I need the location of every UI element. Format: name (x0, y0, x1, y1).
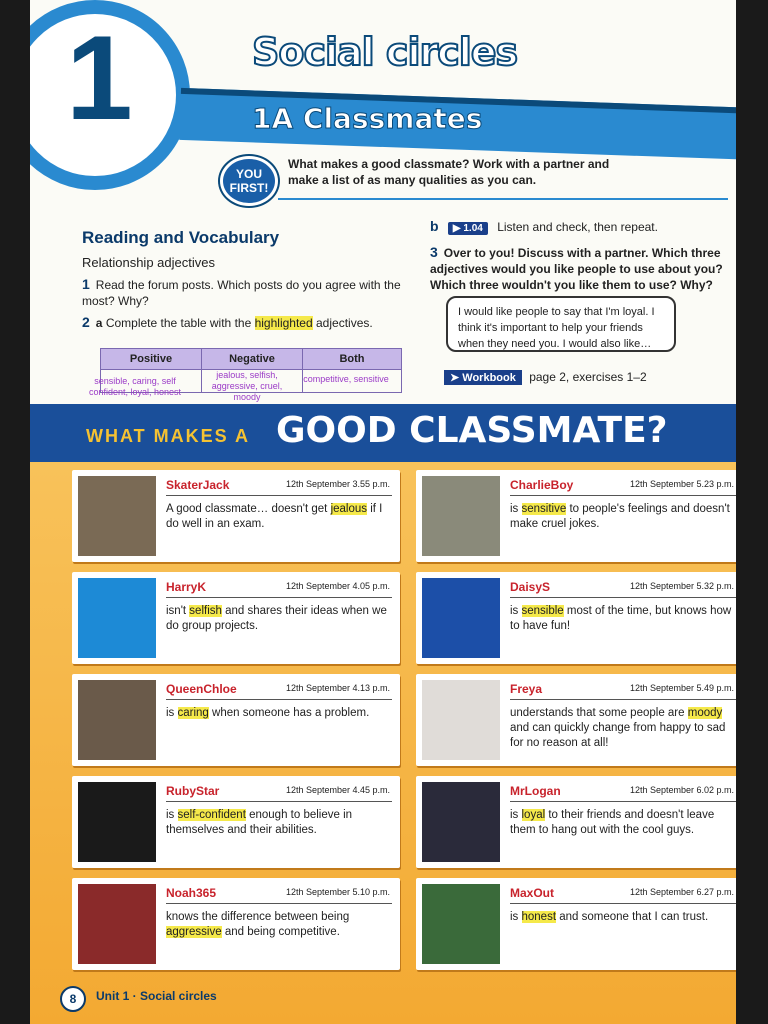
post-text: and shares their ideas when we do group projects. (166, 605, 387, 632)
dancer-photo (422, 680, 500, 760)
question-letter: b (430, 218, 439, 234)
post-divider (510, 903, 736, 904)
post-divider (510, 597, 736, 598)
post-divider (166, 597, 392, 598)
page-number: 8 (60, 986, 86, 1012)
post-username: QueenChloe (166, 682, 237, 696)
handwritten-both: competitive, sensitive (303, 374, 389, 384)
highlighted-adjective: caring (177, 707, 209, 719)
forum-post (72, 572, 400, 664)
col-negative: Negative (202, 349, 303, 370)
question-number: 1 (82, 276, 90, 292)
post-timestamp: 12th September 5.32 p.m. (629, 581, 734, 591)
daisies-photo (422, 578, 500, 658)
post-timestamp: 12th September 3.55 p.m. (285, 479, 390, 489)
question-1 (82, 276, 412, 309)
workbook-pages: page 2, exercises 1–2 (529, 370, 647, 384)
col-positive: Positive (101, 349, 202, 370)
section-heading: Reading and Vocabulary (82, 228, 280, 247)
question-number: 3 (430, 244, 438, 260)
queen-photo (78, 680, 156, 760)
audio-track-button[interactable]: ▶ 1.04 (448, 222, 488, 235)
post-username: RubyStar (166, 784, 220, 798)
stars-photo (78, 782, 156, 862)
question-text: Listen and check, then repeat. (497, 220, 658, 234)
highlighted-adjective: moody (687, 707, 723, 719)
post-username: CharlieBoy (510, 478, 574, 492)
bear-photo (422, 476, 500, 556)
highlighted-adjective: honest (521, 911, 557, 923)
textbook-page (30, 0, 736, 1024)
post-divider (166, 699, 392, 700)
banner-text-left: WHAT MAKES A (86, 426, 250, 446)
lesson-title: 1A Classmates (252, 102, 483, 135)
cyclist-photo (78, 884, 156, 964)
post-text: to people's feelings and doesn't make cruel jokes. (510, 503, 730, 530)
forum-post (72, 674, 400, 766)
post-text: and someone that I can trust. (556, 911, 709, 923)
post-username: DaisyS (510, 580, 551, 594)
workbook-label: Workbook (462, 372, 516, 384)
forum-post (416, 572, 736, 664)
post-timestamp: 12th September 4.45 p.m. (285, 785, 390, 795)
you-first-badge: YOU FIRST! (220, 156, 278, 206)
post-text: enough to believe in themselves and their abilities. (166, 809, 353, 836)
post-body (166, 808, 392, 838)
post-timestamp: 12th September 4.13 p.m. (285, 683, 390, 693)
footer-text: Unit 1 · Social circles (96, 989, 217, 1003)
question-letter: a (95, 316, 103, 330)
divider (278, 198, 728, 200)
post-timestamp: 12th September 6.27 p.m. (629, 887, 734, 897)
post-text: is (510, 809, 522, 821)
post-text: A good classmate… doesn't get (166, 503, 331, 515)
post-body (166, 502, 392, 532)
question-text-post: adjectives. (316, 316, 373, 330)
audio-track-number: 1.04 (463, 223, 483, 234)
post-text: and being competitive. (221, 926, 340, 938)
sunglasses-photo (78, 578, 156, 658)
col-both: Both (303, 349, 402, 370)
post-text: is (166, 809, 178, 821)
forum-post (72, 776, 400, 868)
highlighted-word: highlighted (254, 316, 313, 330)
post-body (510, 808, 736, 838)
post-text: if I do well in an exam. (166, 503, 383, 530)
runner-photo (422, 884, 500, 964)
question-2b (430, 218, 658, 235)
post-text: knows the difference between being (166, 911, 350, 923)
post-text: is (510, 605, 522, 617)
man-photo (422, 782, 500, 862)
skateboarder-photo (78, 476, 156, 556)
handwritten-negative: jealous, selfish, aggressive, cruel, moody (211, 370, 283, 402)
post-body (510, 604, 736, 634)
question-text: Over to you! Discuss with a partner. Which three adjectives would you like people to use about you? Which three wouldn't you like them to use? Why? (430, 246, 723, 292)
post-timestamp: 12th September 5.23 p.m. (629, 479, 734, 489)
question-text: Read the forum posts. Which posts do you agree with the most? Why? (82, 278, 401, 308)
post-timestamp: 12th September 4.05 p.m. (285, 581, 390, 591)
highlighted-adjective: sensitive (521, 503, 567, 515)
post-divider (510, 699, 736, 700)
forum-post (416, 776, 736, 868)
post-text: is (510, 911, 522, 923)
post-divider (166, 495, 392, 496)
post-divider (166, 903, 392, 904)
post-divider (166, 801, 392, 802)
post-username: HarryK (166, 580, 207, 594)
handwritten-positive: sensible, caring, self confident, loyal, honest (88, 376, 182, 397)
question-number: 2 (82, 314, 90, 330)
post-body (166, 706, 392, 721)
forum-post (72, 470, 400, 562)
workbook-tag: ➤ Workbook (444, 370, 522, 385)
post-timestamp: 12th September 5.10 p.m. (285, 887, 390, 897)
post-body (166, 910, 392, 940)
question-2a (82, 314, 412, 331)
post-text: understands that some people are (510, 707, 688, 719)
post-body (166, 604, 392, 634)
post-text: is (166, 707, 178, 719)
highlighted-adjective: jealous (330, 503, 368, 515)
banner-text-right: GOOD CLASSMATE? (276, 410, 668, 451)
post-divider (510, 801, 736, 802)
post-username: SkaterJack (166, 478, 230, 492)
unit-number: 1 (66, 11, 133, 145)
highlighted-adjective: sensible (521, 605, 564, 617)
post-text: when someone has a problem. (208, 707, 370, 719)
post-text: most of the time, but knows how to have fun! (510, 605, 732, 632)
forum-post (72, 878, 400, 970)
post-timestamp: 12th September 6.02 p.m. (629, 785, 734, 795)
question-text-pre: Complete the table with the (105, 316, 252, 330)
post-username: MrLogan (510, 784, 561, 798)
post-divider (510, 495, 736, 496)
post-text: is (510, 503, 522, 515)
post-timestamp: 12th September 5.49 p.m. (629, 683, 734, 693)
post-body (510, 910, 736, 925)
post-username: MaxOut (510, 886, 555, 900)
unit-title: Social circles (252, 30, 518, 74)
highlighted-adjective: selfish (189, 605, 222, 617)
post-body (510, 706, 736, 751)
forum-post (416, 470, 736, 562)
post-text: and can quickly change from happy to sad for no reason at all! (510, 722, 726, 749)
forum-post (416, 878, 736, 970)
post-body (510, 502, 736, 532)
highlighted-adjective: loyal (521, 809, 546, 821)
workbook-reference (444, 370, 647, 385)
post-text: isn't (166, 605, 190, 617)
section-subheading: Relationship adjectives (82, 255, 215, 270)
post-text: to their friends and doesn't leave them to hang out with the cool guys. (510, 809, 715, 836)
speech-bubble: I would like people to say that I'm loyal. I think it's important to help your friends when they need you. I would also like… (446, 296, 676, 352)
post-username: Freya (510, 682, 543, 696)
post-username: Noah365 (166, 886, 217, 900)
highlighted-adjective: self-confident (177, 809, 246, 821)
highlighted-adjective: aggressive (166, 926, 222, 938)
forum-post (416, 674, 736, 766)
question-3 (430, 244, 730, 293)
you-first-text: What makes a good classmate? Work with a partner and make a list of as many qualities as you can. (288, 157, 610, 187)
